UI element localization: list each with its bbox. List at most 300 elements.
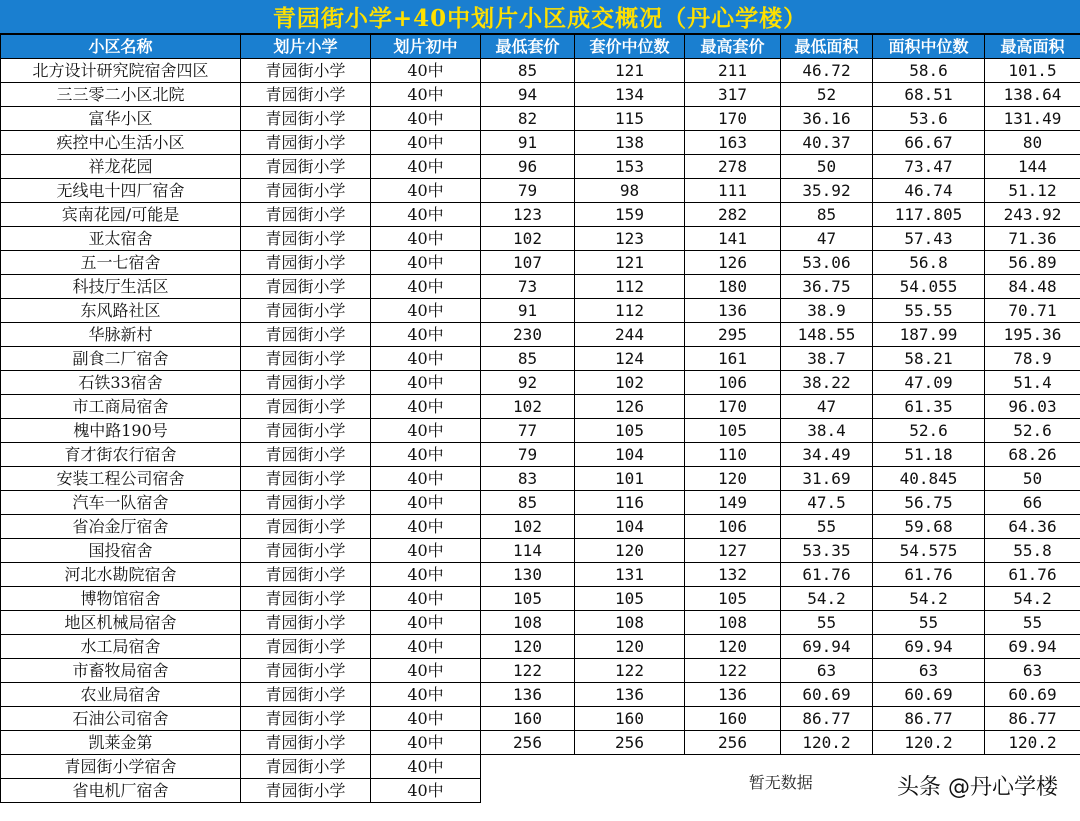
table-cell: 278 [685,155,781,179]
table-row [1,491,1080,515]
table-cell: 127 [685,539,781,563]
table-row [1,539,1080,563]
table-cell: 149 [685,491,781,515]
table-cell: 青园街小学 [241,539,371,563]
table-row [1,587,1080,611]
table-cell: 青园街小学 [241,467,371,491]
table-cell: 159 [575,203,685,227]
table-cell: 108 [481,611,575,635]
table-cell: 40中 [371,371,481,395]
table-row [1,107,1080,131]
header-row [1,35,1080,59]
table-cell: 青园街小学 [241,779,371,803]
table-cell: 120 [575,539,685,563]
table-cell: 40中 [371,731,481,755]
table-cell: 青园街小学 [241,587,371,611]
table-cell: 地区机械局宿舍 [1,611,241,635]
column-header: 最低面积 [781,35,873,59]
table-cell: 132 [685,563,781,587]
table-row [1,563,1080,587]
table-cell: 102 [481,395,575,419]
table-cell: 68.26 [985,443,1080,467]
table-cell: 汽车一队宿舍 [1,491,241,515]
watermark: 头条 @丹心学楼 [897,775,1058,800]
table-cell: 青园街小学 [241,443,371,467]
table-cell: 育才街农行宿舍 [1,443,241,467]
table-cell: 106 [685,515,781,539]
table-cell: 38.7 [781,347,873,371]
table-cell: 282 [685,203,781,227]
table-cell: 134 [575,83,685,107]
table-cell: 115 [575,107,685,131]
table-cell: 38.9 [781,299,873,323]
table-cell: 123 [481,203,575,227]
table-cell: 国投宿舍 [1,539,241,563]
table-cell: 120 [685,635,781,659]
table-cell: 86.77 [781,707,873,731]
table-cell: 131 [575,563,685,587]
table-cell: 40中 [371,539,481,563]
table-row [1,275,1080,299]
table-row [1,83,1080,107]
table-cell: 青园街小学 [241,299,371,323]
table-cell: 56.75 [873,491,985,515]
table-cell: 170 [685,107,781,131]
table-cell: 40中 [371,155,481,179]
table-cell: 省电机厂宿舍 [1,779,241,803]
table-cell: 40中 [371,467,481,491]
table-cell: 富华小区 [1,107,241,131]
table-cell: 79 [481,179,575,203]
table-cell: 101.5 [985,59,1080,83]
table-cell: 121 [575,59,685,83]
table-cell: 73 [481,275,575,299]
table-cell: 104 [575,443,685,467]
table-cell: 40中 [371,611,481,635]
table-cell: 85 [481,59,575,83]
table-cell: 54.2 [781,587,873,611]
table-row [1,347,1080,371]
table-cell: 40中 [371,107,481,131]
table-cell: 111 [685,179,781,203]
table-cell: 52.6 [985,419,1080,443]
table-cell: 55.8 [985,539,1080,563]
table-cell: 98 [575,179,685,203]
table-cell: 石铁33宿舍 [1,371,241,395]
table-cell: 108 [575,611,685,635]
column-header: 面积中位数 [873,35,985,59]
table-title: 青园街小学+40中划片小区成交概况（丹心学楼） [0,0,1080,34]
table-cell: 102 [481,227,575,251]
table-cell: 40中 [371,587,481,611]
table-cell: 51.12 [985,179,1080,203]
table-cell: 青园街小学 [241,707,371,731]
table-cell: 36.75 [781,275,873,299]
table-cell: 85 [481,491,575,515]
table-cell: 40中 [371,443,481,467]
table-cell: 46.74 [873,179,985,203]
table-cell: 105 [575,587,685,611]
table-cell: 61.35 [873,395,985,419]
table-cell: 安装工程公司宿舍 [1,467,241,491]
table-cell: 256 [575,731,685,755]
table-cell: 51.18 [873,443,985,467]
table-cell: 84.48 [985,275,1080,299]
table-cell: 96.03 [985,395,1080,419]
table-cell: 105 [685,587,781,611]
table-cell: 124 [575,347,685,371]
table-cell: 58.6 [873,59,985,83]
table-cell: 243.92 [985,203,1080,227]
table-cell: 副食二厂宿舍 [1,347,241,371]
table-cell: 46.72 [781,59,873,83]
table-cell: 青园街小学宿舍 [1,755,241,779]
table-cell: 亚太宿舍 [1,227,241,251]
column-header: 套价中位数 [575,35,685,59]
table-cell: 148.55 [781,323,873,347]
table-cell: 102 [575,371,685,395]
table-cell: 40中 [371,707,481,731]
table-row [1,683,1080,707]
table-cell: 青园街小学 [241,179,371,203]
table-cell: 青园街小学 [241,731,371,755]
table-cell: 无线电十四厂宿舍 [1,179,241,203]
table-cell: 40中 [371,347,481,371]
table-cell: 256 [481,731,575,755]
table-cell: 80 [985,131,1080,155]
table-cell: 40中 [371,683,481,707]
table-cell: 102 [481,515,575,539]
table-cell: 105 [685,419,781,443]
table-cell: 195.36 [985,323,1080,347]
table-cell: 三三零二小区北院 [1,83,241,107]
table-cell: 106 [685,371,781,395]
table-cell: 青园街小学 [241,659,371,683]
table-cell: 161 [685,347,781,371]
table-cell: 40中 [371,203,481,227]
table-cell: 180 [685,275,781,299]
table-cell: 187.99 [873,323,985,347]
column-header: 最低套价 [481,35,575,59]
table-cell: 31.69 [781,467,873,491]
table-cell: 54.055 [873,275,985,299]
table-cell: 68.51 [873,83,985,107]
table-cell: 295 [685,323,781,347]
table-cell: 101 [575,467,685,491]
table-cell: 120 [685,467,781,491]
table-row [1,59,1080,83]
table-cell: 青园街小学 [241,347,371,371]
table-cell: 138 [575,131,685,155]
table-cell: 64.36 [985,515,1080,539]
table-cell: 青园街小学 [241,251,371,275]
table-cell: 54.2 [873,587,985,611]
table-cell: 40中 [371,635,481,659]
table-cell: 青园街小学 [241,83,371,107]
table-cell: 120.2 [781,731,873,755]
table-cell: 东风路社区 [1,299,241,323]
table-cell: 136 [575,683,685,707]
table-cell: 138.64 [985,83,1080,107]
table-cell: 水工局宿舍 [1,635,241,659]
table-cell: 市工商局宿舍 [1,395,241,419]
table-cell: 85 [781,203,873,227]
table-cell: 69.94 [985,635,1080,659]
table-row [1,227,1080,251]
table-row [1,611,1080,635]
table-cell: 青园街小学 [241,635,371,659]
table-cell: 122 [575,659,685,683]
table-cell: 40中 [371,251,481,275]
table-cell: 53.35 [781,539,873,563]
table-row [1,251,1080,275]
no-data-label: 暂无数据 [481,755,1080,803]
table-cell: 122 [481,659,575,683]
table-cell: 104 [575,515,685,539]
table-cell: 105 [481,587,575,611]
table-cell: 120 [575,635,685,659]
table-cell: 61.76 [873,563,985,587]
table-cell: 61.76 [985,563,1080,587]
table-cell: 69.94 [781,635,873,659]
table-cell: 120.2 [873,731,985,755]
table-cell: 160 [685,707,781,731]
table-cell: 78.9 [985,347,1080,371]
table-cell: 70.71 [985,299,1080,323]
table-cell: 211 [685,59,781,83]
table-cell: 40中 [371,131,481,155]
table-cell: 53.06 [781,251,873,275]
table-cell: 50 [781,155,873,179]
table-cell: 54.2 [985,587,1080,611]
table-cell: 祥龙花园 [1,155,241,179]
table-cell: 55 [781,611,873,635]
table-cell: 五一七宿舍 [1,251,241,275]
table-cell: 105 [575,419,685,443]
table-cell: 63 [781,659,873,683]
table-cell: 40中 [371,275,481,299]
table-cell: 121 [575,251,685,275]
table-cell: 53.6 [873,107,985,131]
table-cell: 40.37 [781,131,873,155]
table-cell: 160 [575,707,685,731]
table-cell: 120.2 [985,731,1080,755]
table-cell: 112 [575,275,685,299]
table-cell: 61.76 [781,563,873,587]
table-row [1,707,1080,731]
table-cell: 40中 [371,779,481,803]
table-cell: 170 [685,395,781,419]
table-cell: 宾南花园/可能是 [1,203,241,227]
table-cell: 55 [781,515,873,539]
table-cell: 92 [481,371,575,395]
table-cell: 63 [985,659,1080,683]
table-cell: 50 [985,467,1080,491]
table-row [1,467,1080,491]
table-cell: 153 [575,155,685,179]
table-cell: 136 [481,683,575,707]
table-cell: 66.67 [873,131,985,155]
table-cell: 126 [575,395,685,419]
table-row [1,731,1080,755]
table-cell: 40.845 [873,467,985,491]
table-cell: 85 [481,347,575,371]
table-cell: 131.49 [985,107,1080,131]
table-cell: 83 [481,467,575,491]
table-cell: 市畜牧局宿舍 [1,659,241,683]
table-cell: 122 [685,659,781,683]
table-cell: 40中 [371,299,481,323]
table-cell: 94 [481,83,575,107]
table-cell: 66 [985,491,1080,515]
table-cell: 青园街小学 [241,515,371,539]
table-cell: 青园街小学 [241,131,371,155]
table-cell: 55 [985,611,1080,635]
table-row [1,155,1080,179]
table-cell: 130 [481,563,575,587]
table-cell: 63 [873,659,985,683]
table-cell: 疾控中心生活小区 [1,131,241,155]
table-cell: 59.68 [873,515,985,539]
table-cell: 82 [481,107,575,131]
table-cell: 青园街小学 [241,203,371,227]
table-cell: 136 [685,683,781,707]
table-row [1,179,1080,203]
table-row [1,419,1080,443]
table-cell: 青园街小学 [241,323,371,347]
table-cell: 40中 [371,491,481,515]
table-cell: 40中 [371,659,481,683]
table-row [1,131,1080,155]
table-cell: 110 [685,443,781,467]
table-cell: 120 [481,635,575,659]
table-cell: 112 [575,299,685,323]
transactions-table [0,34,1080,803]
table-row [1,659,1080,683]
table-cell: 86.77 [985,707,1080,731]
table-cell: 60.69 [781,683,873,707]
table-cell: 40中 [371,323,481,347]
table-cell: 40中 [371,179,481,203]
table-row [1,515,1080,539]
table-cell: 91 [481,131,575,155]
table-row [1,203,1080,227]
table-cell: 56.89 [985,251,1080,275]
table-cell: 114 [481,539,575,563]
table-cell: 244 [575,323,685,347]
table-cell: 107 [481,251,575,275]
table-cell: 北方设计研究院宿舍四区 [1,59,241,83]
table-cell: 青园街小学 [241,755,371,779]
table-cell: 117.805 [873,203,985,227]
table-row [1,635,1080,659]
table-cell: 86.77 [873,707,985,731]
table-cell: 317 [685,83,781,107]
table-cell: 230 [481,323,575,347]
table-cell: 青园街小学 [241,155,371,179]
table-cell: 40中 [371,419,481,443]
table-row [1,443,1080,467]
table-cell: 47.5 [781,491,873,515]
table-cell: 91 [481,299,575,323]
table-cell: 青园街小学 [241,107,371,131]
column-header: 最高面积 [985,35,1080,59]
table-cell: 96 [481,155,575,179]
table-cell: 55.55 [873,299,985,323]
table-cell: 凯莱金第 [1,731,241,755]
table-cell: 126 [685,251,781,275]
table-cell: 52 [781,83,873,107]
table-cell: 51.4 [985,371,1080,395]
table-cell: 青园街小学 [241,563,371,587]
table-cell: 40中 [371,755,481,779]
table-cell: 34.49 [781,443,873,467]
table-cell: 青园街小学 [241,371,371,395]
table-row [1,371,1080,395]
table-cell: 256 [685,731,781,755]
table-cell: 40中 [371,59,481,83]
table-cell: 科技厅生活区 [1,275,241,299]
table-cell: 石油公司宿舍 [1,707,241,731]
table-cell: 青园街小学 [241,683,371,707]
table-cell: 58.21 [873,347,985,371]
table-cell: 40中 [371,83,481,107]
table-cell: 农业局宿舍 [1,683,241,707]
table-cell: 40中 [371,515,481,539]
table-cell: 60.69 [873,683,985,707]
table-cell: 博物馆宿舍 [1,587,241,611]
table-cell: 青园街小学 [241,395,371,419]
table-cell: 47 [781,227,873,251]
table-cell: 77 [481,419,575,443]
table-cell: 36.16 [781,107,873,131]
table-cell: 青园街小学 [241,275,371,299]
table-row [1,299,1080,323]
column-header: 最高套价 [685,35,781,59]
table-cell: 136 [685,299,781,323]
table-cell: 163 [685,131,781,155]
column-header: 划片小学 [241,35,371,59]
table-cell: 槐中路190号 [1,419,241,443]
table-cell: 69.94 [873,635,985,659]
table-cell: 141 [685,227,781,251]
table-cell: 省冶金厅宿舍 [1,515,241,539]
table-cell: 青园街小学 [241,419,371,443]
table-row [1,395,1080,419]
table-cell: 青园街小学 [241,611,371,635]
table-cell: 144 [985,155,1080,179]
table-cell: 40中 [371,227,481,251]
table-cell: 60.69 [985,683,1080,707]
table-cell: 青园街小学 [241,491,371,515]
table-cell: 73.47 [873,155,985,179]
table-cell: 青园街小学 [241,59,371,83]
table-cell: 71.36 [985,227,1080,251]
table-cell: 57.43 [873,227,985,251]
table-cell: 38.22 [781,371,873,395]
column-header: 划片初中 [371,35,481,59]
table-cell: 52.6 [873,419,985,443]
table-cell: 青园街小学 [241,227,371,251]
table-cell: 40中 [371,395,481,419]
table-cell: 160 [481,707,575,731]
table-row [1,323,1080,347]
table-cell: 38.4 [781,419,873,443]
table-cell: 华脉新村 [1,323,241,347]
table-cell: 47 [781,395,873,419]
table-cell: 108 [685,611,781,635]
table-cell: 55 [873,611,985,635]
